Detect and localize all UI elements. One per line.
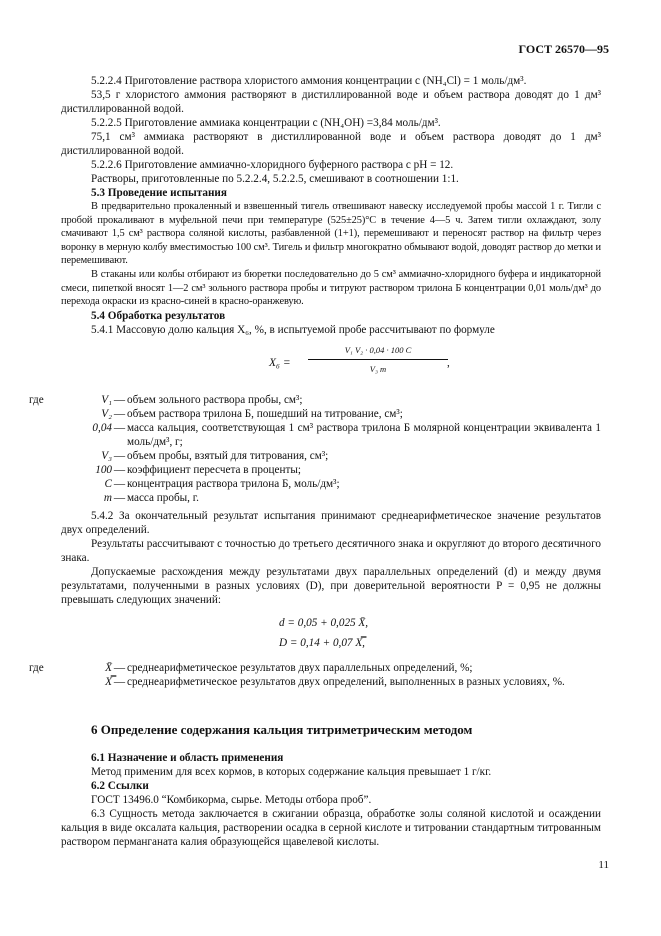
legend-item-dash: —	[113, 491, 126, 504]
para-542c: Допускаемые расхождения между результатами двух параллельных определений (d) и между двумя результатами, полученными в разных условиях (D), при доверительной вероятности P = 0,95 не должны превышать следующих значений:	[61, 565, 601, 606]
legend2-rows	[61, 661, 601, 689]
legend2-item-text: среднеарифметическое результатов двух определений, выполненных в разных условиях, %.	[127, 675, 565, 688]
legend-item-dash: —	[113, 477, 126, 490]
para-5226b: Растворы, приготовленные по 5.2.2.4, 5.2.2.5, смешивают в соотношении 1:1.	[91, 173, 459, 185]
equation-D: D = 0,14 + 0,07 X̿,	[279, 636, 365, 649]
para-62: ГОСТ 13496.0 “Комбикорма, сырье. Методы отбора проб”.	[91, 793, 372, 806]
section-6-title: 6 Определение содержания кальция титриметрическим методом	[91, 721, 473, 737]
legend-item-text: масса кальция, соответствующая 1 см³ раствора трилона Б молярной концентрации эквивалента 1 моль/дм³, г;	[127, 421, 601, 448]
para-5224: 5.2.2.4 Приготовление раствора хлористого аммония концентрации c (NH₄Cl) = 1 моль/дм³.	[91, 75, 527, 87]
legend2-item-text: среднеарифметическое результатов двух параллельных определений, %;	[127, 661, 473, 674]
legend2-item-row	[61, 661, 601, 675]
formula-lhs: X₆ =	[269, 356, 291, 369]
tolerance-equations	[61, 613, 601, 653]
heading-5-3: 5.3 Проведение испытания	[91, 187, 227, 199]
para-5224b: 53,5 г хлористого аммония растворяют в дистиллированной воде и объем раствора доводят до 1 дм³ дистиллированной водой.	[61, 89, 601, 115]
legend2-item-row	[61, 675, 601, 689]
legend-item-symbol: V₁	[101, 393, 112, 406]
legend-item-row	[61, 491, 601, 505]
legend-item-symbol: V₃	[101, 449, 112, 462]
legend-item-symbol: 100	[95, 463, 112, 476]
legend2-item-dash: —	[113, 661, 126, 674]
para-63: 6.3 Сущность метода заключается в сжигании образца, обработке золы соляной кислотой и осаждении кальция в виде оксалата кальция, растворении осадка в серной кислоте и титровании стандартным титрованным раствором перманганата калия образующейся щавелевой кислоты.	[61, 807, 601, 848]
legend-item-text: масса пробы, г.	[127, 491, 199, 504]
para-541: 5.4.1 Массовую долю кальция X₆, %, в испытуемой пробе рассчитывают по формуле	[91, 323, 495, 336]
legend-item-text: коэффициент пересчета в проценты;	[127, 463, 301, 476]
legend-item-text: объем пробы, взятый для титрования, см³;	[127, 449, 329, 462]
para-53b: В стаканы или колбы отбирают из бюретки последовательно до 5 см³ аммиачно-хлоридного буфера и индикаторной смеси, пипеткой вносят 1—2 см³ зольного раствора пробы и титруют раствором трилона Б концентрации 0,01 моль/дм³ до перехода окраски из красно-синей в красно-оранжевую.	[61, 268, 601, 308]
legend-item-text: концентрация раствора трилона Б, моль/дм³;	[127, 477, 340, 490]
legend-rows	[61, 393, 601, 505]
equation-legend	[29, 661, 601, 689]
legend2-item-dash: —	[113, 675, 126, 688]
legend-item-text: объем раствора трилона Б, пошедший на титрование, см³;	[127, 407, 403, 420]
para-5226: 5.2.2.6 Приготовление аммиачно-хлоридного буферного раствора с рН = 12.	[91, 159, 454, 171]
para-542b: Результаты рассчитывают с точностью до третьего десятичного знака и округляют до второго десятичного знака.	[61, 537, 601, 564]
legend2-item-symbol: X̿	[105, 675, 112, 688]
legend-item-row	[61, 421, 601, 449]
legend2-item-symbol: X̄	[105, 661, 112, 674]
heading-6-2: 6.2 Ссылки	[91, 779, 149, 792]
legend-item-symbol: C	[104, 477, 112, 490]
legend-item-row	[61, 477, 601, 491]
legend-item-row	[61, 449, 601, 463]
legend-item-symbol: V₂	[101, 407, 112, 420]
para-61: Метод применим для всех кормов, в которых содержание кальция превышает 1 г/кг.	[91, 765, 492, 778]
heading-6-1: 6.1 Назначение и область применения	[91, 751, 284, 764]
legend-item-symbol: m	[103, 491, 112, 504]
formula-comma: ,	[447, 356, 450, 369]
equation-d: d = 0,05 + 0,025 X̄,	[279, 616, 369, 629]
para-5225: 5.2.2.5 Приготовление аммиака концентрации c (NH₄OH) =3,84 моль/дм³.	[91, 117, 441, 129]
legend-item-symbol: 0,04	[92, 421, 112, 434]
main-text	[29, 74, 601, 849]
legend-item-dash: —	[113, 463, 126, 476]
page-number: 11	[598, 859, 609, 871]
legend-item-row	[61, 393, 601, 407]
formula-fraction	[308, 343, 448, 376]
formula-legend	[29, 393, 601, 505]
formula-denominator: V₃ m	[369, 363, 387, 374]
para-5225b: 75,1 см³ аммиака растворяют в дистиллированной воде и объем раствора доводят до 1 дм³ дистиллированной водой.	[61, 131, 601, 157]
legend-item-dash: —	[113, 421, 126, 434]
para-542: 5.4.2 За окончательный результат испытания принимают среднеарифметическое значение результатов двух определений.	[61, 509, 601, 536]
legend-item-dash: —	[113, 449, 126, 462]
formula-numerator: V₁ V₂ · 0,04 · 100 C	[308, 343, 448, 360]
calcium-formula	[61, 343, 601, 385]
legend2-where: где	[29, 661, 44, 674]
legend-item-row	[61, 407, 601, 421]
legend-item-dash: —	[113, 393, 126, 406]
legend-where: где	[29, 393, 44, 406]
legend-item-dash: —	[113, 407, 126, 420]
legend-item-row	[61, 463, 601, 477]
legend-item-text: объем зольного раствора пробы, см³;	[127, 393, 303, 406]
standard-header: ГОСТ 26570—95	[518, 42, 609, 56]
heading-5-4: 5.4 Обработка результатов	[91, 309, 226, 322]
para-53a: В предварительно прокаленный и взвешенный тигель отвешивают навеску исследуемой пробы массой 1 г. Тигли с пробой прокаливают в муфельной печи при температуре (525±25)°С в течение 4—5 ч. Затем тигли охлаждают, золу смачивают 1,5 см³ раствора соляной кислоты, разбавленной (1+1), перемешивают и переносят раствор на фильтр через воронку в мерную колбу вместимостью 100 см³. Тигель и фильтр многократно обмывают водой, доводят раствор до метки и перемешивают.	[61, 201, 601, 267]
